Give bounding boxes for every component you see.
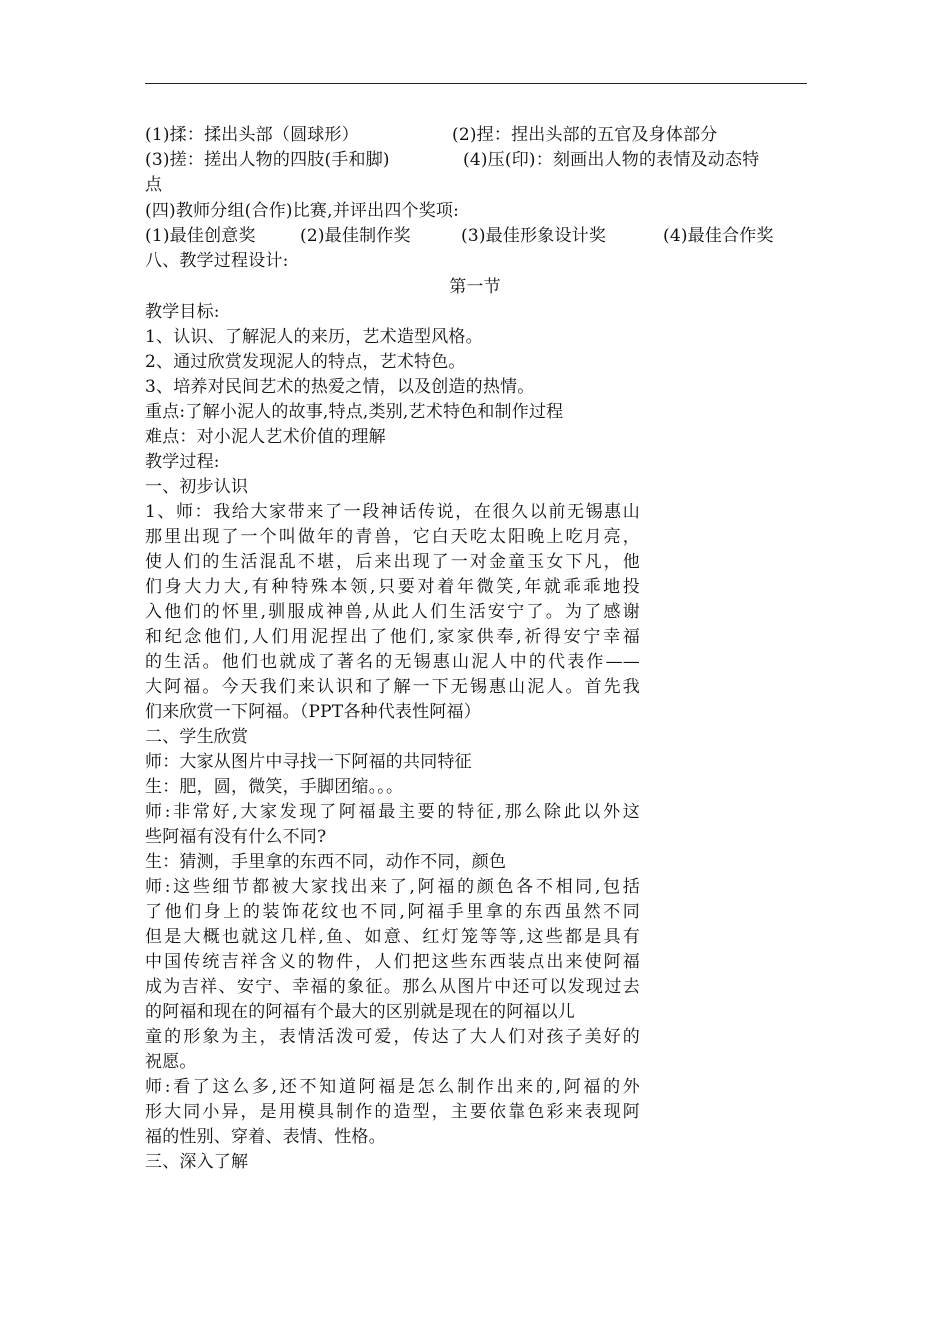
paragraph-line: 和纪念他们,人们用泥捏出了他们,家家供奉,祈得安宁幸福	[145, 627, 640, 647]
difficulty: 难点：对小泥人艺术价值的理解	[145, 427, 386, 447]
paragraph-line: 形大同小异，是用模具制作的造型，主要依靠色彩来表现阿	[145, 1102, 640, 1122]
key-point: 重点:了解小泥人的故事,特点,类别,艺术特色和制作过程	[145, 402, 564, 422]
step-pinch: (2)捏：捏出头部的五官及身体部分	[452, 125, 718, 145]
paragraph-line: 师:非常好,大家发现了阿福最主要的特征,那么除此以外这	[145, 802, 640, 822]
award-item: (1)最佳创意奖	[145, 226, 256, 246]
paragraph-line: 但是大概也就这几样,鱼、如意、红灯笼等等,这些都是具有	[145, 927, 640, 947]
paragraph-line: 师:这些细节都被大家找出来了,阿福的颜色各不相同,包括	[145, 877, 640, 897]
paragraph-line: 1、师：我给大家带来了一段神话传说，在很久以前无锡惠山	[145, 502, 640, 522]
step-roll: (3)搓：搓出人物的四肢(手和脚)	[145, 150, 390, 170]
section-heading: 八、教学过程设计:	[145, 251, 289, 271]
objective-item: 1、认识、了解泥人的来历，艺术造型风格。	[145, 327, 483, 347]
paragraph-line: 生：猜测，手里拿的东西不同，动作不同，颜色	[145, 852, 507, 872]
paragraph-line: 大阿福。今天我们来认识和了解一下无锡惠山泥人。首先我	[145, 677, 640, 697]
paragraph-line: 福的性别、穿着、表情、性格。	[145, 1127, 386, 1147]
paragraph-line: 中国传统吉祥含义的物件，人们把这些东西装点出来使阿福	[145, 952, 640, 972]
paragraph-line: 们身大力大,有种特殊本领,只要对着年微笑,年就乖乖地投	[145, 577, 640, 597]
award-item: (4)最佳合作奖	[663, 226, 774, 246]
paragraph-line: 师：大家从图片中寻找一下阿福的共同特征	[145, 752, 472, 772]
paragraph-line: 些阿福有没有什么不同?	[145, 827, 327, 847]
paragraph-line: 了他们身上的装饰花纹也不同,阿福手里拿的东西虽然不同	[145, 902, 640, 922]
paragraph-line: 童的形象为主，表情活泼可爱，传达了大人们对孩子美好的	[145, 1027, 640, 1047]
step-knead: (1)揉：揉出头部（圆球形）	[145, 125, 359, 145]
objective-item: 3、培养对民间艺术的热爱之情，以及创造的热情。	[145, 377, 535, 397]
paragraph-line: 使人们的生活混乱不堪，后来出现了一对金童玉女下凡，他	[145, 552, 640, 572]
paragraph-line: 祝愿。	[145, 1052, 197, 1072]
part3-title: 三、深入了解	[145, 1152, 249, 1172]
award-item: (2)最佳制作奖	[300, 226, 411, 246]
paragraph-line: 的阿福和现在的阿福有个最大的区别就是现在的阿福以儿	[145, 1002, 575, 1022]
paragraph-line: 入他们的怀里,驯服成神兽,从此人们生活安宁了。为了感谢	[145, 602, 640, 622]
paragraph-line: 们来欣赏一下阿福。（PPT各种代表性阿福）	[145, 702, 481, 722]
process-heading: 教学过程:	[145, 452, 220, 472]
paragraph-line: 的生活。他们也就成了著名的无锡惠山泥人中的代表作——	[145, 652, 640, 672]
paragraph-line: 那里出现了一个叫做年的青兽，它白天吃太阳晚上吃月亮，	[145, 527, 640, 547]
paragraph-line: 成为吉祥、安宁、幸福的象征。那么从图片中还可以发现过去	[145, 977, 640, 997]
award-item: (3)最佳形象设计奖	[461, 226, 607, 246]
objective-item: 2、通过欣赏发现泥人的特点，艺术特色。	[145, 352, 466, 372]
lesson-title: 第一节	[449, 277, 501, 297]
header-rule	[145, 83, 807, 84]
objectives-heading: 教学目标:	[145, 302, 220, 322]
part1-title: 一、初步认识	[145, 477, 249, 497]
contest-intro: (四)教师分组(合作)比赛,并评出四个奖项:	[145, 201, 460, 221]
paragraph-line: 生：肥，圆，微笑，手脚团缩。。。	[145, 777, 404, 797]
paragraph-line: 师:看了这么多,还不知道阿福是怎么制作出来的,阿福的外	[145, 1077, 640, 1097]
step-press-cont: 点	[145, 175, 163, 195]
step-press: (4)压(印)：刻画出人物的表情及动态特	[463, 150, 760, 170]
part2-title: 二、学生欣赏	[145, 727, 249, 747]
